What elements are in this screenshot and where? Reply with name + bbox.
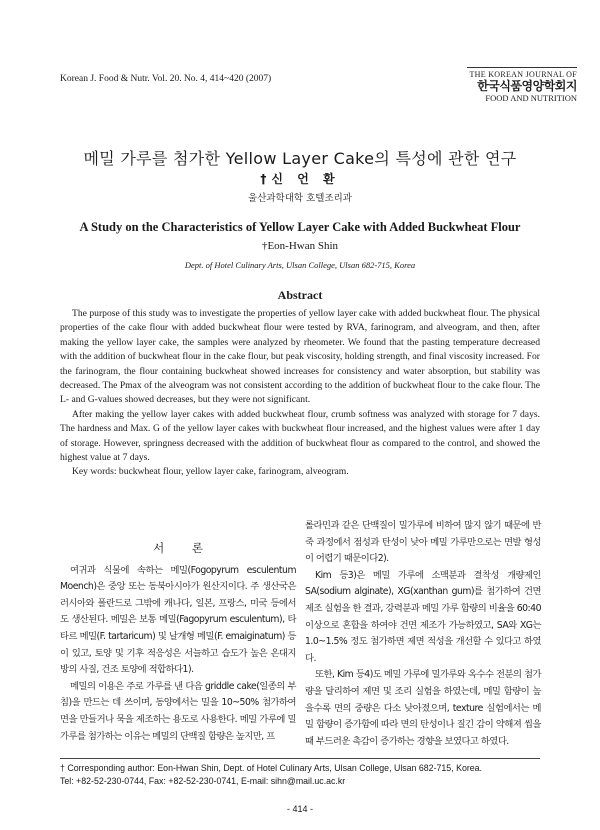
journal-top-rule <box>467 67 577 68</box>
abstract-paragraph: After making the yellow layer cakes with added buckwheat flour, crumb softness was analyzed with storage for 7 days. The hardness and Max. G of the yellow layer cakes with buckwheat flour increased, and the highest values were after 1 day of storage. However, springness decreased with the addition of buckwheat flour as compared to the control, and showed the highest value at 7 days. <box>60 408 540 464</box>
journal-name-ko: 한국식품영양학회지 <box>477 79 577 93</box>
body-column-left <box>60 540 296 745</box>
journal-name-en: THE KOREAN JOURNAL OF <box>469 70 577 79</box>
paper-title-en: A Study on the Characteristics of Yellow Layer Cake with Added Buckwheat Flour <box>79 220 521 234</box>
author-en: †Eon-Hwan Shin <box>261 240 339 252</box>
body-paragraph: 여귀과 식물에 속하는 메밀(Fogopyrum esculentum Moench)은 중앙 또는 동북아시아가 원산지이다. 주 생산국은 러시아와 폴란드로 그밖에 캐나다, 일본, 프랑스, 미국 등에서도 생산된다. 메밀은 보통 메밀(Fagopyrum esculentum), 타타르 메밀(F. tartaricum) 및 날개형 메밀(F. emaiginatum) 등이 있고, 토양 및 기후 적응성은 서늘하고 습도가 높은 온대지방의 사질, 건조 토양에 적합하다1). <box>60 564 296 676</box>
body-column-right <box>305 518 541 750</box>
page-number: - 414 - <box>286 804 313 814</box>
journal-name-en-sub: FOOD AND NUTRITION <box>485 93 577 103</box>
paper-title-ko: 메밀 가루를 첨가한 Yellow Layer Cake의 특성에 관한 연구 <box>83 149 517 168</box>
footnote-rule <box>60 758 540 759</box>
footnote <box>60 762 540 787</box>
body-paragraph: 롤라민과 같은 단백질이 밀가루에 비하여 많지 않기 때문에 반죽 과정에서 점성과 탄성이 낮아 메밀 가루만으로는 면발 형성이 어렵기 때문이다2). <box>305 520 541 565</box>
abstract-body <box>60 307 540 480</box>
body-paragraph: Kim 등3)은 메밀 가루에 소맥분과 결착성 개량제인 SA(sodium alginate), XG(xanthan gum)를 첨가하여 건면 제조 실험을 한 결과, 강력분과 메밀 가루 함량의 비율을 60:40 이상으로 혼합을 하여야 건면 제조가 가능하였고, SA와 XG는 1.0~1.5% 정도 첨가하면 제면 적성을 개선할 수 있다고 하였다. <box>305 569 541 664</box>
footnote-corresponding: † Corresponding author: Eon-Hwan Shin, Dept. of Hotel Culinary Arts, Ulsan College, Ulsan 682-715, Korea. <box>60 763 482 773</box>
abstract-paragraph: The purpose of this study was to investigate the properties of yellow layer cake with added buckwheat flour. The physical properties of the cake flour with added buckwheat flour were tested by RVA, farinogram, and alveogram, and then, after making the yellow layer cake, the samples were analyzed by rheometer. We found that the pasting temperature decreased with the addition of buckwheat flour in the cake flour, but peak viscosity, holding strength, and final viscosity increased. For the farinogram, the flour containing buckwheat showed increases for consistency and water absorption, but stability was decreased. The Pmax of the alveogram was not consistent according to the addition of buckwheat flour to the cake flour. The L- and G-values showed decreases, but they were not significant. <box>60 308 540 406</box>
journal-logo-box <box>467 67 577 103</box>
body-paragraph: 또한, Kim 등4)도 메밀 가루에 밀가루와 옥수수 전분의 첨가량을 달리하여 제면 및 조리 실험을 하였는데, 메밀 함량이 높을수록 면의 중량은 다소 낮아졌으며, texture 실험에서는 메밀 함량이 증가함에 따라 면의 탄성이나 질긴 감이 약해져 씹을 때 부드러운 촉감이 증가하는 경향을 보였다고 하였다. <box>305 669 541 747</box>
journal-citation: Korean J. Food & Nutr. Vol. 20. No. 4, 414~420 (2007) <box>60 74 272 84</box>
abstract-heading: Abstract <box>277 288 323 302</box>
footnote-contact: Tel: +82-52-230-0744, Fax: +82-52-230-0741, E-mail: sihn@mail.uc.ac.kr <box>60 775 346 786</box>
affiliation-ko: 울산과학대학 호텔조리과 <box>248 193 352 204</box>
section-heading-intro: 서 론 <box>153 541 215 555</box>
keywords: Key words: buckwheat flour, yellow layer cake, farinogram, alveogram. <box>72 466 349 478</box>
body-paragraph: 메밀의 이용은 주로 가루를 낸 다음 griddle cake(일종의 부침)을 만드는 데 쓰이며, 동양에서는 밀을 10~50% 첨가하여 면을 만들거나 묵을 제조하는 용도로 사용한다. 메밀 가루에 밀가루를 첨가하는 이유는 메밀의 단백질 함량은 높지만, 프 <box>60 680 296 742</box>
author-ko: †신 언 환 <box>260 172 340 186</box>
affiliation-en: Dept. of Hotel Culinary Arts, Ulsan College, Ulsan 682-715, Korea <box>184 260 416 270</box>
